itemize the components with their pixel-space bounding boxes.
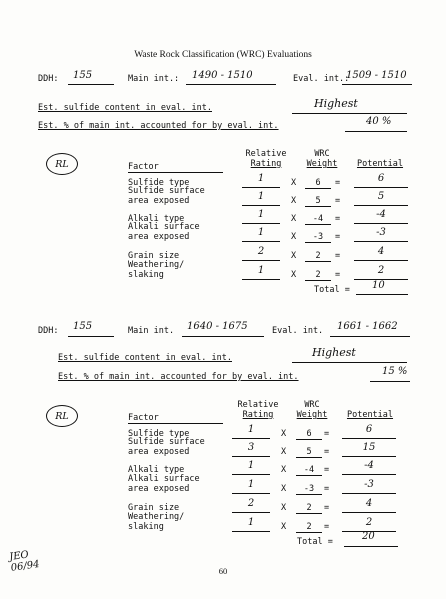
- sulfide-content-value: Highest: [312, 346, 356, 359]
- ddh-label: DDH:: [38, 74, 59, 84]
- potential-value: 4: [365, 498, 373, 509]
- potential-header: Potential: [346, 410, 394, 420]
- relative-rating-value: 3: [247, 442, 255, 453]
- times-sign: X: [291, 251, 297, 261]
- rating-underline: [242, 205, 280, 206]
- potential-value: 2: [377, 265, 385, 276]
- factor-name: slaking: [128, 270, 164, 280]
- times-sign: X: [281, 447, 287, 457]
- relative-rating-value: 1: [257, 173, 265, 184]
- total-value: 10: [372, 280, 385, 291]
- weight-underline: [296, 532, 322, 533]
- pct-main-value: 40 %: [366, 116, 392, 127]
- weight-underline: [305, 206, 331, 207]
- potential-underline: [354, 241, 408, 242]
- rating-underline: [242, 260, 280, 261]
- total-value: 20: [362, 531, 375, 542]
- relative-rating-value: 1: [247, 479, 255, 490]
- times-sign: X: [281, 484, 287, 494]
- equals-sign: =: [324, 484, 330, 494]
- equals-sign: =: [324, 465, 330, 475]
- factor-name: Sulfide surface: [128, 186, 205, 196]
- rating-underline: [232, 438, 270, 439]
- potential-underline: [342, 438, 396, 439]
- times-sign: X: [281, 522, 287, 532]
- weight-underline: [305, 280, 331, 281]
- equals-sign: =: [324, 429, 330, 439]
- factor-name: area exposed: [128, 447, 190, 457]
- potential-underline: [342, 512, 396, 513]
- rl-initials-mark: RL: [46, 153, 78, 175]
- times-sign: X: [291, 214, 297, 224]
- equals-sign: =: [335, 251, 341, 261]
- equals-sign: =: [324, 447, 330, 457]
- rating-underline: [232, 531, 270, 532]
- potential-value: 2: [365, 517, 373, 528]
- potential-value: 6: [365, 424, 373, 435]
- weight-underline: [305, 224, 331, 225]
- page-number: 60: [218, 566, 228, 576]
- potential-header: Potential: [356, 159, 404, 169]
- wrc-weight-value: 6: [306, 429, 312, 439]
- weight-underline: [296, 457, 322, 458]
- rating-underline: [232, 474, 270, 475]
- eval-int-value: 1509 - 1510: [346, 70, 407, 81]
- factor-name: Weathering/: [128, 512, 185, 522]
- weight-underline: [296, 475, 322, 476]
- wrc-weight-value: -3: [312, 232, 324, 242]
- wrc-weight-value: 6: [315, 178, 321, 188]
- relative-rating-value: 1: [247, 517, 255, 528]
- relative-rating-value: 2: [257, 246, 265, 257]
- factor-header: Factor: [128, 413, 159, 423]
- wrc-weight-value: -4: [312, 214, 324, 224]
- factor-name: Alkali type: [128, 465, 185, 475]
- potential-value: -3: [376, 227, 386, 238]
- relative-rating-value: 1: [257, 265, 265, 276]
- equals-sign: =: [335, 214, 341, 224]
- potential-value: 4: [377, 246, 385, 257]
- wrc-weight-header: WRC Weight: [296, 400, 328, 420]
- potential-value: 15: [362, 442, 376, 453]
- rating-underline: [232, 512, 270, 513]
- factor-name: area exposed: [128, 196, 190, 206]
- potential-value: -4: [364, 460, 374, 471]
- potential-underline: [354, 205, 408, 206]
- times-sign: X: [291, 270, 297, 280]
- handwritten-initials-date: JEO 06/94: [8, 549, 41, 574]
- factor-name: Weathering/: [128, 260, 185, 270]
- potential-underline: [354, 223, 408, 224]
- potential-underline: [342, 493, 396, 494]
- equals-sign: =: [335, 178, 341, 188]
- factor-name: Grain size: [128, 251, 180, 261]
- factor-name: Alkali surface: [128, 474, 200, 484]
- rating-underline: [232, 456, 270, 457]
- factor-name: area exposed: [128, 484, 190, 494]
- relative-rating-value: 2: [247, 498, 255, 509]
- factor-name: Grain size: [128, 503, 180, 513]
- relative-rating-value: 1: [247, 460, 255, 471]
- potential-value: -3: [364, 479, 374, 490]
- factor-name: Alkali surface: [128, 222, 200, 232]
- relative-rating-value: 1: [257, 191, 265, 202]
- factor-name: Sulfide surface: [128, 437, 205, 447]
- ddh-value: 155: [73, 70, 93, 81]
- equals-sign: =: [324, 522, 330, 532]
- potential-underline: [354, 260, 408, 261]
- wrc-weight-value: 2: [315, 270, 321, 280]
- potential-underline: [342, 474, 396, 475]
- weight-underline: [296, 494, 322, 495]
- times-sign: X: [291, 232, 297, 242]
- main-int-label: Main int.:: [128, 74, 180, 84]
- factor-name: Sulfide type: [128, 178, 190, 188]
- main-int-value: 1490 - 1510: [192, 70, 253, 81]
- weight-underline: [296, 439, 322, 440]
- relative-rating-header: Relative Rating: [245, 149, 287, 169]
- equals-sign: =: [335, 196, 341, 206]
- sulfide-content-label: Est. sulfide content in eval. int.: [38, 103, 212, 113]
- potential-value: 5: [377, 191, 385, 202]
- rating-underline: [242, 279, 280, 280]
- weight-underline: [305, 261, 331, 262]
- factor-header: Factor: [128, 162, 159, 172]
- eval-int-label: Eval. int.:: [293, 74, 350, 84]
- wrc-weight-value: -3: [303, 484, 315, 494]
- total-label: Total =: [314, 285, 350, 295]
- relative-rating-value: 1: [257, 209, 265, 220]
- rating-underline: [232, 493, 270, 494]
- eval-int-value: 1661 - 1662: [337, 321, 398, 332]
- weight-underline: [296, 513, 322, 514]
- pct-main-label: Est. % of main int. accounted for by eval. int.: [38, 121, 279, 131]
- rl-initials-mark: RL: [46, 405, 78, 427]
- factor-name: slaking: [128, 522, 164, 532]
- wrc-weight-value: 2: [306, 522, 312, 532]
- rating-underline: [242, 241, 280, 242]
- relative-rating-header: Relative Rating: [237, 400, 279, 420]
- times-sign: X: [281, 429, 287, 439]
- document-title: Waste Rock Classification (WRC) Evaluations: [134, 50, 312, 60]
- eval-int-label: Eval. int.: [272, 326, 324, 336]
- wrc-weight-value: 2: [315, 251, 321, 261]
- relative-rating-value: 1: [247, 424, 255, 435]
- ddh-value: 155: [73, 321, 93, 332]
- pct-main-value: 15 %: [382, 366, 408, 377]
- total-label: Total =: [297, 537, 333, 547]
- weight-underline: [305, 242, 331, 243]
- sulfide-content-label: Est. sulfide content in eval. int.: [58, 353, 232, 363]
- factor-name: area exposed: [128, 232, 190, 242]
- rating-underline: [242, 223, 280, 224]
- rating-underline: [242, 187, 280, 188]
- relative-rating-value: 1: [257, 227, 265, 238]
- times-sign: X: [291, 196, 297, 206]
- equals-sign: =: [335, 232, 341, 242]
- factor-name: Sulfide type: [128, 429, 190, 439]
- potential-underline: [354, 187, 408, 188]
- wrc-weight-value: 5: [315, 196, 321, 206]
- times-sign: X: [281, 503, 287, 513]
- potential-value: 6: [377, 173, 385, 184]
- potential-value: -4: [376, 209, 386, 220]
- equals-sign: =: [324, 503, 330, 513]
- main-int-value: 1640 - 1675: [187, 321, 248, 332]
- weight-underline: [305, 188, 331, 189]
- potential-underline: [342, 456, 396, 457]
- ddh-label: DDH:: [38, 326, 59, 336]
- times-sign: X: [281, 465, 287, 475]
- times-sign: X: [291, 178, 297, 188]
- wrc-weight-value: 5: [306, 447, 312, 457]
- pct-main-label: Est. % of main int. accounted for by eval. int.: [58, 372, 299, 382]
- sulfide-content-value: Highest: [314, 97, 358, 110]
- equals-sign: =: [335, 270, 341, 280]
- wrc-weight-value: -4: [303, 465, 315, 475]
- main-int-label: Main int.: [128, 326, 175, 336]
- wrc-weight-header: WRC Weight: [306, 149, 338, 169]
- factor-name: Alkali type: [128, 214, 185, 224]
- wrc-weight-value: 2: [306, 503, 312, 513]
